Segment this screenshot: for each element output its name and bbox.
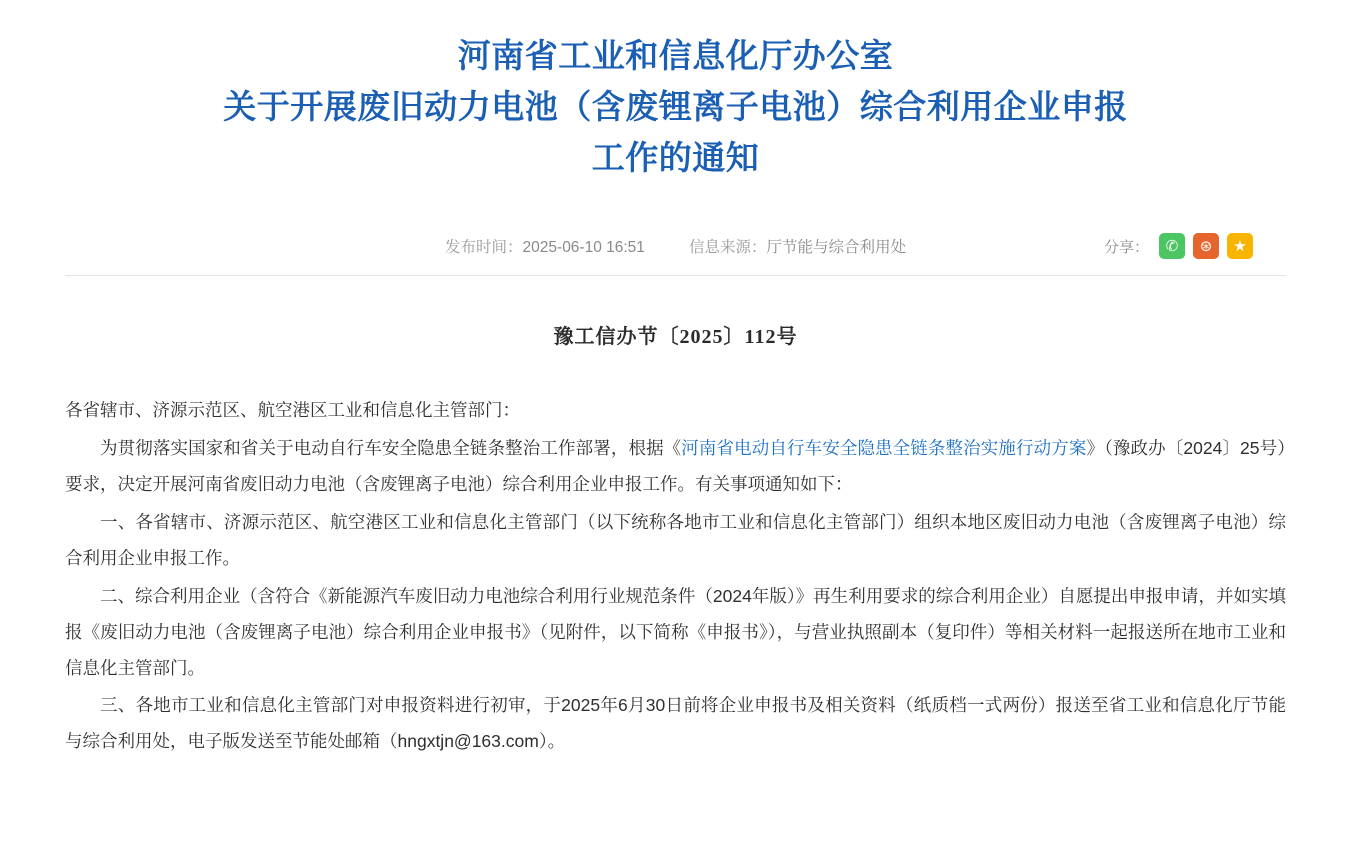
paragraph-text: 各省辖市、济源示范区、航空港区工业和信息化主管部门： xyxy=(65,400,520,421)
paragraph xyxy=(65,393,1286,429)
weibo-share-icon[interactable] xyxy=(1193,233,1219,259)
paragraph xyxy=(65,688,1286,760)
paragraph-text: 一、各省辖市、济源示范区、航空港区工业和信息化主管部门（以下统称各地市工业和信息化主管部门）组织本地区废旧动力电池（含废锂离子电池）综合利用企业申报工作。 xyxy=(65,512,1286,568)
article-meta xyxy=(0,217,1351,275)
wechat-share-icon[interactable] xyxy=(1159,233,1185,259)
article-source xyxy=(689,235,906,257)
title-line-3: 工作的通知 xyxy=(591,139,760,177)
inline-document-link[interactable]: 河南省电动自行车安全隐患全链条整治实施行动方案 xyxy=(681,438,1087,459)
divider xyxy=(65,275,1286,276)
title-line-2: 关于开展废旧动力电池（含废锂离子电池）综合利用企业申报 xyxy=(223,88,1128,126)
paragraph xyxy=(65,579,1286,687)
page-title xyxy=(0,0,1351,183)
paragraph-text: 为贯彻落实国家和省关于电动自行车安全隐患全链条整治工作部署，根据《 xyxy=(100,438,682,459)
publish-time-value: 2025-06-10 16:51 xyxy=(522,239,645,257)
qzone-share-icon[interactable] xyxy=(1227,233,1253,259)
wechat-share-glyph: ✆ xyxy=(1165,237,1179,255)
article-source-value: 厅节能与综合利用处 xyxy=(766,239,906,257)
share-box xyxy=(1104,233,1253,259)
paragraph xyxy=(65,431,1286,503)
paragraph-text: 》（豫政办〔2024〕25号）要求，决定开展河南省废旧动力电池（含废锂离子电池）综合利用企业申报工作。有关事项通知如下： xyxy=(65,438,1286,495)
qzone-share-glyph: ★ xyxy=(1233,237,1247,255)
weibo-share-glyph: ⊛ xyxy=(1199,237,1213,255)
title-line-1: 河南省工业和信息化厅办公室 xyxy=(457,37,894,74)
share-label: 分享： xyxy=(1103,238,1149,256)
article-source-label: 信息来源： xyxy=(688,239,767,257)
paragraph xyxy=(65,505,1286,577)
paragraph-text: 二、综合利用企业（含符合《新能源汽车废旧动力电池综合利用行业规范条件（2024年版）》再生利用要求的综合利用企业）自愿提出申报申请，并如实填报《废旧动力电池（含废锂离子电池）综合利用企业申报书》（见附件，以下简称《申报书》），与营业执照副本（复印件）等相关材料一起报送所在地市工业和信息化主管部门。 xyxy=(65,585,1286,678)
publish-time xyxy=(445,235,645,257)
publish-time-label: 发布时间： xyxy=(445,239,523,257)
article-body xyxy=(0,393,1351,760)
document-number: 豫工信办节〔2025〕112号 xyxy=(553,326,798,349)
paragraph-text: 三、各地市工业和信息化主管部门对申报资料进行初审，于2025年6月30日前将企业申报书及相关资料（纸质档一式两份）报送至省工业和信息化厅节能与综合利用处，电子版发送至节能处邮箱（hngxtjn@163.com）。 xyxy=(65,695,1286,752)
